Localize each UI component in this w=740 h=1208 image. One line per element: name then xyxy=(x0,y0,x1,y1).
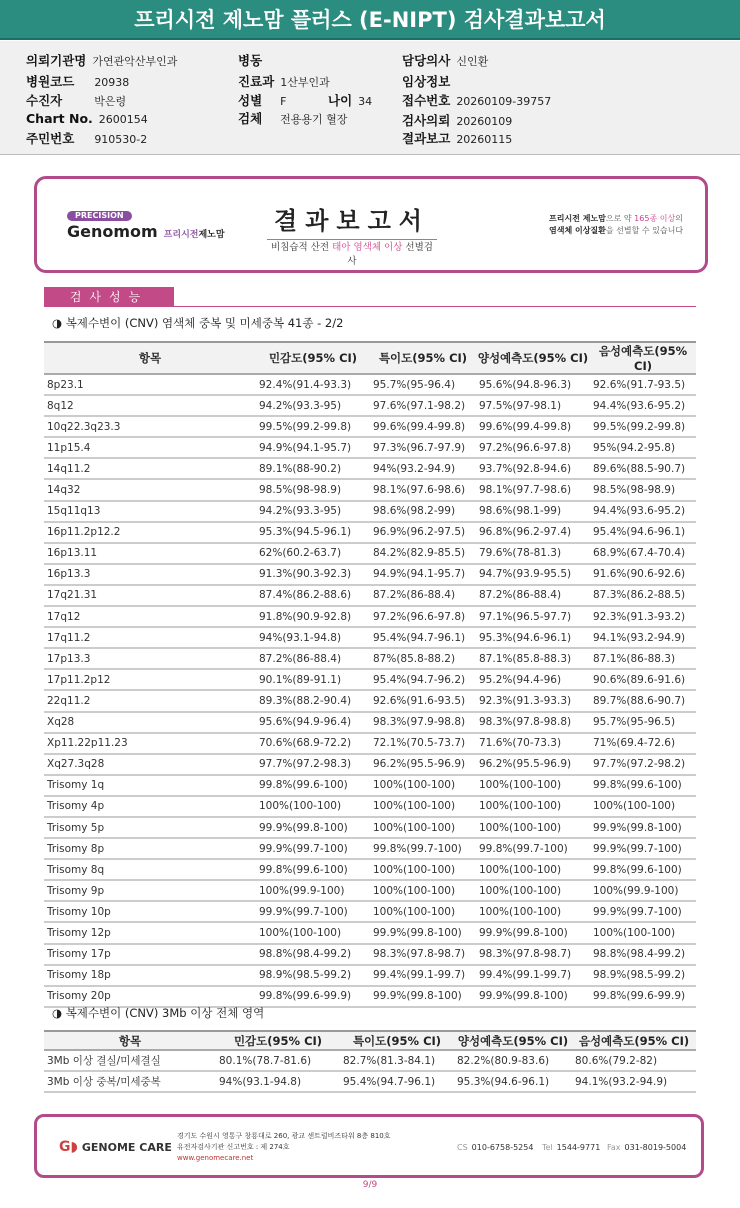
footer-address: 경기도 수원시 영통구 창룡대로 260, 광교 센트럴비즈타워 8층 810호 유전자검사기관 신고번호 : 제 274호 www.genomecare.net xyxy=(177,1132,391,1162)
section-divider xyxy=(44,306,696,307)
table-row xyxy=(44,501,696,522)
value-cell: 80.6%(79.2-82) xyxy=(572,1050,696,1071)
item-cell: 14q32 xyxy=(44,479,256,500)
value-cell: 96.9%(96.2-97.5) xyxy=(370,522,476,543)
value-cell: 92.3%(91.3-93.3) xyxy=(476,690,590,711)
value-cell: 94.9%(94.1-95.7) xyxy=(370,564,476,585)
value-cell: 87.2%(86-88.4) xyxy=(370,585,476,606)
table-row xyxy=(44,606,696,627)
value-cell: 99.8%(99.7-100) xyxy=(370,838,476,859)
table-row xyxy=(44,986,696,1007)
value-cell: 84.2%(82.9-85.5) xyxy=(370,543,476,564)
value-cell: 94.1%(93.2-94.9) xyxy=(572,1071,696,1092)
value-cell: 95.6%(94.8-96.3) xyxy=(476,374,590,395)
value-cell: 99.6%(99.4-99.8) xyxy=(476,416,590,437)
value-cell: 99.9%(99.7-100) xyxy=(256,838,370,859)
item-cell: 16p13.3 xyxy=(44,564,256,585)
table-row xyxy=(44,712,696,733)
fax-number: Fax 031-8019-5004 xyxy=(607,1143,687,1152)
table-row xyxy=(44,669,696,690)
clinical-info-field: 임상정보 xyxy=(402,74,451,89)
table2-caption: ◑ 복제수변이 (CNV) 3Mb 이상 전체 영역 xyxy=(52,1006,265,1020)
receipt-no-field: 접수번호 20260109-39757 xyxy=(402,93,552,108)
value-cell: 96.2%(95.5-96.9) xyxy=(370,754,476,775)
value-cell: 99.5%(99.2-99.8) xyxy=(590,416,696,437)
table-row xyxy=(44,922,696,943)
item-cell: 17q12 xyxy=(44,606,256,627)
value-cell: 99.9%(99.8-100) xyxy=(476,986,590,1007)
value-cell: 99.9%(99.8-100) xyxy=(256,817,370,838)
item-cell: Trisomy 17p xyxy=(44,944,256,965)
value-cell: 98.3%(97.8-98.8) xyxy=(476,712,590,733)
value-cell: 99.9%(99.8-100) xyxy=(370,922,476,943)
value-cell: 98.3%(97.8-98.7) xyxy=(370,944,476,965)
value-cell: 89.6%(88.5-90.7) xyxy=(590,458,696,479)
item-cell: Trisomy 12p xyxy=(44,922,256,943)
column-header: 양성예측도(95% CI) xyxy=(476,342,590,374)
item-cell: 8q12 xyxy=(44,395,256,416)
table-row xyxy=(44,965,696,986)
item-cell: 16p11.2p12.2 xyxy=(44,522,256,543)
value-cell: 87.2%(86-88.4) xyxy=(476,585,590,606)
column-header: 양성예측도(95% CI) xyxy=(454,1031,572,1050)
value-cell: 80.1%(78.7-81.6) xyxy=(216,1050,340,1071)
value-cell: 87.2%(86-88.4) xyxy=(256,648,370,669)
value-cell: 98.9%(98.5-99.2) xyxy=(256,965,370,986)
value-cell: 97.3%(96.7-97.9) xyxy=(370,437,476,458)
value-cell: 72.1%(70.5-73.7) xyxy=(370,733,476,754)
item-cell: Trisomy 4p xyxy=(44,796,256,817)
value-cell: 82.2%(80.9-83.6) xyxy=(454,1050,572,1071)
ward-field: 병동 xyxy=(238,53,263,68)
value-cell: 89.7%(88.6-90.7) xyxy=(590,690,696,711)
value-cell: 100%(100-100) xyxy=(476,817,590,838)
item-cell: Trisomy 1q xyxy=(44,775,256,796)
value-cell: 97.2%(96.6-97.8) xyxy=(370,606,476,627)
value-cell: 98.3%(97.8-98.7) xyxy=(476,944,590,965)
table-row xyxy=(44,1050,696,1071)
value-cell: 62%(60.2-63.7) xyxy=(256,543,370,564)
item-cell: Trisomy 9p xyxy=(44,880,256,901)
value-cell: 94.2%(93.3-95) xyxy=(256,501,370,522)
doctor-field: 담당의사 신인환 xyxy=(402,53,489,68)
value-cell: 97.5%(97-98.1) xyxy=(476,395,590,416)
banner-title: 결과보고서 xyxy=(267,201,437,240)
value-cell: 95.4%(94.7-96.1) xyxy=(370,627,476,648)
value-cell: 94.1%(93.2-94.9) xyxy=(590,627,696,648)
value-cell: 94.4%(93.6-95.2) xyxy=(590,501,696,522)
value-cell: 100%(99.9-100) xyxy=(256,880,370,901)
column-header: 항목 xyxy=(44,342,256,374)
value-cell: 70.6%(68.9-72.2) xyxy=(256,733,370,754)
value-cell: 99.9%(99.7-100) xyxy=(590,838,696,859)
value-cell: 94.4%(93.6-95.2) xyxy=(590,395,696,416)
value-cell: 96.2%(95.5-96.9) xyxy=(476,754,590,775)
value-cell: 99.4%(99.1-99.7) xyxy=(370,965,476,986)
item-cell: 16p13.11 xyxy=(44,543,256,564)
value-cell: 87.3%(86.2-88.5) xyxy=(590,585,696,606)
item-cell: Xp11.22p11.23 xyxy=(44,733,256,754)
value-cell: 71.6%(70-73.3) xyxy=(476,733,590,754)
table-row xyxy=(44,522,696,543)
report-title: 프리시전 제노맘 플러스 (E-NIPT) 검사결과보고서 xyxy=(0,0,740,40)
value-cell: 100%(100-100) xyxy=(590,922,696,943)
value-cell: 97.6%(97.1-98.2) xyxy=(370,395,476,416)
institution-field: 의뢰기관명 가연관악산부인과 xyxy=(26,53,178,68)
value-cell: 90.1%(89-91.1) xyxy=(256,669,370,690)
value-cell: 100%(100-100) xyxy=(370,859,476,880)
patient-info-panel xyxy=(0,41,740,155)
value-cell: 99.9%(99.7-100) xyxy=(256,901,370,922)
column-header: 항목 xyxy=(44,1031,216,1050)
item-cell: 3Mb 이상 결실/미세결실 xyxy=(44,1050,216,1071)
cnv-3mb-performance-table xyxy=(44,1030,696,1093)
chart-no-field: Chart No. 2600154 xyxy=(26,111,148,126)
page-number: 9/9 xyxy=(362,1180,378,1190)
value-cell: 94.9%(94.1-95.7) xyxy=(256,437,370,458)
column-header: 특이도(95% CI) xyxy=(370,342,476,374)
item-cell: 10q22.3q23.3 xyxy=(44,416,256,437)
report-date-field: 결과보고 20260115 xyxy=(402,131,513,146)
value-cell: 95.7%(95-96.5) xyxy=(590,712,696,733)
value-cell: 99.9%(99.8-100) xyxy=(476,922,590,943)
column-header: 특이도(95% CI) xyxy=(340,1031,454,1050)
table-row xyxy=(44,416,696,437)
value-cell: 100%(100-100) xyxy=(476,859,590,880)
table-row xyxy=(44,627,696,648)
value-cell: 95.2%(94.4-96) xyxy=(476,669,590,690)
item-cell: Trisomy 8q xyxy=(44,859,256,880)
value-cell: 94.7%(93.9-95.5) xyxy=(476,564,590,585)
item-cell: Trisomy 8p xyxy=(44,838,256,859)
value-cell: 100%(100-100) xyxy=(256,922,370,943)
value-cell: 82.7%(81.3-84.1) xyxy=(340,1050,454,1071)
value-cell: 95.4%(94.7-96.1) xyxy=(340,1071,454,1092)
item-cell: Xq27.3q28 xyxy=(44,754,256,775)
value-cell: 95.6%(94.9-96.4) xyxy=(256,712,370,733)
table-row xyxy=(44,479,696,500)
value-cell: 100%(100-100) xyxy=(370,901,476,922)
item-cell: 8p23.1 xyxy=(44,374,256,395)
table-row xyxy=(44,1071,696,1092)
value-cell: 97.7%(97.2-98.3) xyxy=(256,754,370,775)
table-header-row xyxy=(44,1031,696,1050)
item-cell: Trisomy 18p xyxy=(44,965,256,986)
value-cell: 95%(94.2-95.8) xyxy=(590,437,696,458)
column-header: 음성예측도(95% CI) xyxy=(572,1031,696,1050)
sex-field: 성별 F xyxy=(238,93,287,108)
value-cell: 79.6%(78-81.3) xyxy=(476,543,590,564)
value-cell: 87.4%(86.2-88.6) xyxy=(256,585,370,606)
item-cell: 15q11q13 xyxy=(44,501,256,522)
value-cell: 98.1%(97.7-98.6) xyxy=(476,479,590,500)
table-header-row xyxy=(44,342,696,374)
value-cell: 99.8%(99.6-99.9) xyxy=(590,986,696,1007)
value-cell: 99.9%(99.8-100) xyxy=(370,986,476,1007)
table1-caption: ◑ 복제수변이 (CNV) 염색체 중복 및 미세중복 41종 - 2/2 xyxy=(52,316,344,330)
request-date-field: 검사의뢰 20260109 xyxy=(402,113,513,128)
value-cell: 99.6%(99.4-99.8) xyxy=(370,416,476,437)
value-cell: 98.6%(98.2-99) xyxy=(370,501,476,522)
value-cell: 94%(93.1-94.8) xyxy=(256,627,370,648)
cnv-performance-table xyxy=(44,341,696,1008)
table-row xyxy=(44,690,696,711)
value-cell: 99.8%(99.7-100) xyxy=(476,838,590,859)
value-cell: 100%(99.9-100) xyxy=(590,880,696,901)
table-row xyxy=(44,817,696,838)
value-cell: 95.4%(94.6-96.1) xyxy=(590,522,696,543)
item-cell: Trisomy 10p xyxy=(44,901,256,922)
tel-phone: Tel 1544-9771 xyxy=(542,1143,601,1152)
value-cell: 91.3%(90.3-92.3) xyxy=(256,564,370,585)
value-cell: 92.6%(91.6-93.5) xyxy=(370,690,476,711)
item-cell: Trisomy 20p xyxy=(44,986,256,1007)
value-cell: 99.9%(99.7-100) xyxy=(590,901,696,922)
value-cell: 95.3%(94.5-96.1) xyxy=(256,522,370,543)
value-cell: 100%(100-100) xyxy=(370,775,476,796)
value-cell: 100%(100-100) xyxy=(476,901,590,922)
item-cell: 14q11.2 xyxy=(44,458,256,479)
column-header: 민감도(95% CI) xyxy=(256,342,370,374)
table-row xyxy=(44,733,696,754)
banner-subtitle: 비침습적 산전 태아 염색체 이상 선별검사 xyxy=(271,242,433,267)
value-cell: 89.3%(88.2-90.4) xyxy=(256,690,370,711)
value-cell: 92.3%(91.3-93.2) xyxy=(590,606,696,627)
table-row xyxy=(44,437,696,458)
value-cell: 94%(93.1-94.8) xyxy=(216,1071,340,1092)
value-cell: 90.6%(89.6-91.6) xyxy=(590,669,696,690)
value-cell: 97.7%(97.2-98.2) xyxy=(590,754,696,775)
table-row xyxy=(44,775,696,796)
value-cell: 98.8%(98.4-99.2) xyxy=(256,944,370,965)
resident-no-field: 주민번호 910530-2 xyxy=(26,131,148,146)
value-cell: 95.7%(95-96.4) xyxy=(370,374,476,395)
column-header: 민감도(95% CI) xyxy=(216,1031,340,1050)
report-banner xyxy=(34,176,708,273)
value-cell: 100%(100-100) xyxy=(476,775,590,796)
cs-phone: CS 010-6758-5254 xyxy=(457,1143,534,1152)
value-cell: 93.7%(92.8-94.6) xyxy=(476,458,590,479)
value-cell: 96.8%(96.2-97.4) xyxy=(476,522,590,543)
value-cell: 98.8%(98.4-99.2) xyxy=(590,944,696,965)
hospital-code-field: 병원코드 20938 xyxy=(26,74,130,89)
value-cell: 92.4%(91.4-93.3) xyxy=(256,374,370,395)
item-cell: Trisomy 5p xyxy=(44,817,256,838)
value-cell: 98.1%(97.6-98.6) xyxy=(370,479,476,500)
value-cell: 99.8%(99.6-100) xyxy=(590,859,696,880)
precision-badge: PRECISION xyxy=(67,211,132,221)
value-cell: 87%(85.8-88.2) xyxy=(370,648,476,669)
table-row xyxy=(44,754,696,775)
value-cell: 100%(100-100) xyxy=(256,796,370,817)
value-cell: 100%(100-100) xyxy=(370,817,476,838)
genomom-logo: Genomom 프리시전제노맘 xyxy=(67,222,225,241)
patient-field: 수진자 박은령 xyxy=(26,93,127,108)
table-row xyxy=(44,374,696,395)
value-cell: 98.3%(97.9-98.8) xyxy=(370,712,476,733)
value-cell: 89.1%(88-90.2) xyxy=(256,458,370,479)
value-cell: 98.9%(98.5-99.2) xyxy=(590,965,696,986)
value-cell: 68.9%(67.4-70.4) xyxy=(590,543,696,564)
specimen-field: 검체 전용용기 혈장 xyxy=(238,111,348,126)
age-field: 나이 34 xyxy=(328,93,373,108)
value-cell: 71%(69.4-72.6) xyxy=(590,733,696,754)
item-cell: 22q11.2 xyxy=(44,690,256,711)
value-cell: 87.1%(85.8-88.3) xyxy=(476,648,590,669)
value-cell: 95.3%(94.6-96.1) xyxy=(454,1071,572,1092)
genome-care-logo: G◗ GENOME CARE xyxy=(59,1139,172,1155)
table-row xyxy=(44,901,696,922)
value-cell: 94.2%(93.3-95) xyxy=(256,395,370,416)
table-row xyxy=(44,859,696,880)
table-row xyxy=(44,880,696,901)
table-row xyxy=(44,796,696,817)
value-cell: 99.8%(99.6-99.9) xyxy=(256,986,370,1007)
footer xyxy=(34,1114,704,1178)
value-cell: 99.9%(99.8-100) xyxy=(590,817,696,838)
table-row xyxy=(44,395,696,416)
table-row xyxy=(44,543,696,564)
website-link[interactable]: www.genomecare.net xyxy=(177,1154,254,1162)
item-cell: 17p13.3 xyxy=(44,648,256,669)
item-cell: 17p11.2p12 xyxy=(44,669,256,690)
value-cell: 100%(100-100) xyxy=(476,880,590,901)
value-cell: 99.8%(99.6-100) xyxy=(256,775,370,796)
value-cell: 92.6%(91.7-93.5) xyxy=(590,374,696,395)
value-cell: 98.5%(98-98.9) xyxy=(256,479,370,500)
value-cell: 97.2%(96.6-97.8) xyxy=(476,437,590,458)
department-field: 진료과 1산부인과 xyxy=(238,74,330,89)
value-cell: 94%(93.2-94.9) xyxy=(370,458,476,479)
item-cell: 17q11.2 xyxy=(44,627,256,648)
column-header: 음성예측도(95% CI) xyxy=(590,342,696,374)
value-cell: 91.6%(90.6-92.6) xyxy=(590,564,696,585)
value-cell: 100%(100-100) xyxy=(476,796,590,817)
table-row xyxy=(44,458,696,479)
table-row xyxy=(44,838,696,859)
value-cell: 100%(100-100) xyxy=(370,796,476,817)
banner-note: 프리시전 제노맘으로 약 165종 이상의 염색체 이상질환을 선별할 수 있습니다 xyxy=(549,214,684,235)
value-cell: 97.1%(96.5-97.7) xyxy=(476,606,590,627)
value-cell: 100%(100-100) xyxy=(590,796,696,817)
table-row xyxy=(44,944,696,965)
item-cell: 17q21.31 xyxy=(44,585,256,606)
item-cell: Xq28 xyxy=(44,712,256,733)
value-cell: 87.1%(86-88.3) xyxy=(590,648,696,669)
section-title: 검사성능 xyxy=(44,287,174,307)
table-row xyxy=(44,585,696,606)
table-row xyxy=(44,564,696,585)
genome-care-logo-icon: G◗ xyxy=(59,1139,78,1155)
value-cell: 98.5%(98-98.9) xyxy=(590,479,696,500)
value-cell: 100%(100-100) xyxy=(370,880,476,901)
value-cell: 95.3%(94.6-96.1) xyxy=(476,627,590,648)
value-cell: 95.4%(94.7-96.2) xyxy=(370,669,476,690)
value-cell: 99.5%(99.2-99.8) xyxy=(256,416,370,437)
value-cell: 99.8%(99.6-100) xyxy=(590,775,696,796)
value-cell: 99.8%(99.6-100) xyxy=(256,859,370,880)
value-cell: 99.4%(99.1-99.7) xyxy=(476,965,590,986)
value-cell: 91.8%(90.9-92.8) xyxy=(256,606,370,627)
value-cell: 98.6%(98.1-99) xyxy=(476,501,590,522)
table-row xyxy=(44,648,696,669)
item-cell: 3Mb 이상 중복/미세중복 xyxy=(44,1071,216,1092)
item-cell: 11p15.4 xyxy=(44,437,256,458)
